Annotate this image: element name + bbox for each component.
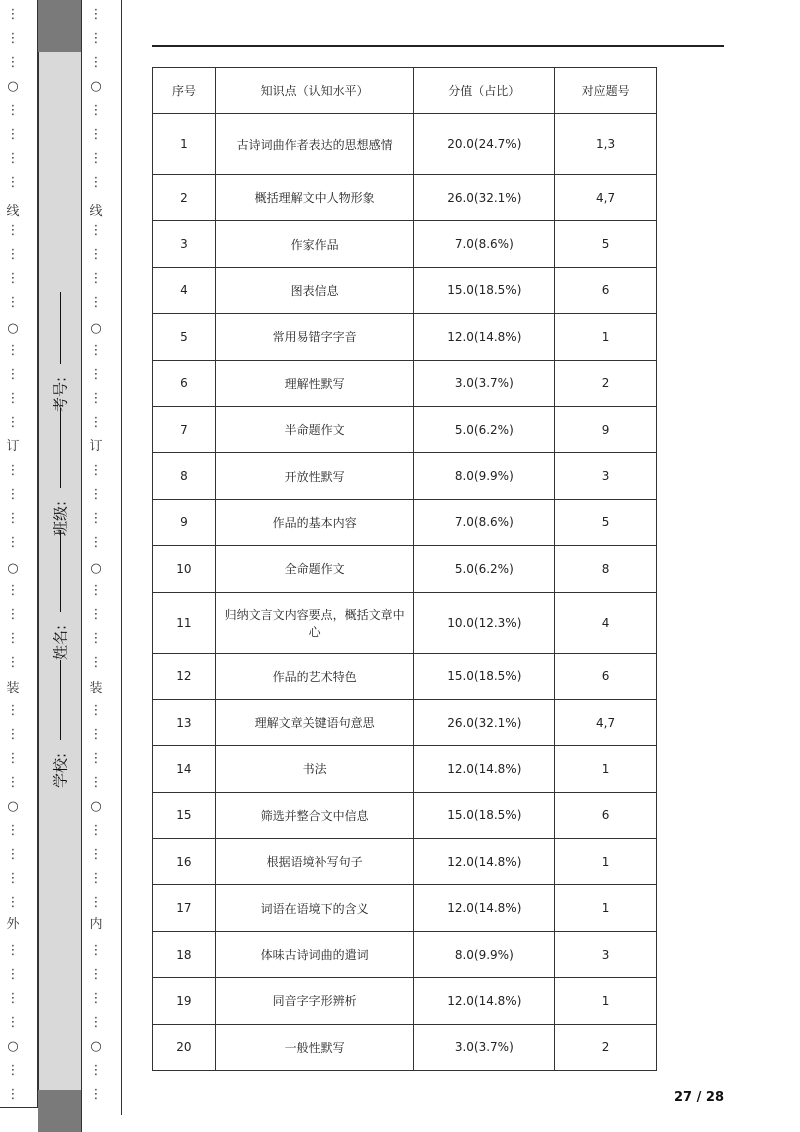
row-score: 15.0(18.5%) [414, 653, 555, 699]
binding-dots: ⋮ [6, 127, 20, 142]
row-score: 12.0(14.8%) [414, 839, 555, 885]
binding-dots: ⋮ [6, 487, 20, 502]
binding-dots: ⋮ [6, 847, 20, 862]
binding-dots: ⋮ [89, 31, 103, 46]
row-question-number: 2 [555, 360, 657, 406]
binding-dots: ⋮ [89, 127, 103, 142]
binding-mark: ○ [90, 561, 102, 576]
binding-dots: ⋮ [89, 295, 103, 310]
row-knowledge-point: 同音字字形辨析 [215, 978, 413, 1024]
binding-dots: ⋮ [6, 727, 20, 742]
row-knowledge-point: 一般性默写 [215, 1024, 413, 1070]
binding-dots: ⋮ [89, 511, 103, 526]
binding-dots: ⋮ [89, 391, 103, 406]
binding-dots: ⋮ [6, 367, 20, 382]
row-score: 15.0(18.5%) [414, 792, 555, 838]
row-score: 12.0(14.8%) [414, 978, 555, 1024]
row-knowledge-point: 书法 [215, 746, 413, 792]
binding-dots: ⋮ [6, 703, 20, 718]
binding-dots: ⋮ [6, 271, 20, 286]
row-score: 12.0(14.8%) [414, 885, 555, 931]
inner-binding-marks [85, 0, 107, 1132]
binding-dots: ⋮ [6, 535, 20, 550]
table-row [153, 406, 657, 452]
row-question-number: 5 [555, 499, 657, 545]
row-knowledge-point: 古诗词曲作者表达的思想感情 [215, 114, 413, 175]
row-index: 1 [153, 114, 216, 175]
binding-dots: ⋮ [6, 391, 20, 406]
binding-dots: ⋮ [6, 751, 20, 766]
row-question-number: 3 [555, 453, 657, 499]
binding-dots: ⋮ [89, 775, 103, 790]
header-rule [152, 45, 724, 47]
binding-dots: ⋮ [89, 727, 103, 742]
row-index: 11 [153, 592, 216, 653]
row-question-number: 1 [555, 746, 657, 792]
binding-mark: ○ [90, 799, 102, 814]
binding-mark: 线 [6, 204, 20, 219]
row-question-number: 2 [555, 1024, 657, 1070]
row-index: 12 [153, 653, 216, 699]
table-row [153, 592, 657, 653]
binding-dots: ⋮ [6, 175, 20, 190]
row-index: 6 [153, 360, 216, 406]
row-question-number: 1 [555, 314, 657, 360]
binding-dots: ⋮ [6, 775, 20, 790]
binding-dots: ⋮ [89, 751, 103, 766]
row-score: 3.0(3.7%) [414, 1024, 555, 1070]
row-question-number: 6 [555, 653, 657, 699]
row-index: 9 [153, 499, 216, 545]
binding-dots: ⋮ [89, 343, 103, 358]
header-index: 序号 [153, 68, 216, 114]
binding-dots: ⋮ [89, 967, 103, 982]
row-index: 3 [153, 221, 216, 267]
binding-mark: ○ [7, 321, 19, 336]
binding-dots: ⋮ [89, 463, 103, 478]
row-knowledge-point: 作家作品 [215, 221, 413, 267]
row-knowledge-point: 筛选并整合文中信息 [215, 792, 413, 838]
table-row [153, 885, 657, 931]
binding-dots: ⋮ [89, 703, 103, 718]
binding-mark: ○ [90, 1039, 102, 1054]
binding-dots: ⋮ [89, 7, 103, 22]
binding-dots: ⋮ [6, 943, 20, 958]
row-knowledge-point: 半命题作文 [215, 406, 413, 452]
binding-dots: ⋮ [89, 151, 103, 166]
row-question-number: 6 [555, 267, 657, 313]
row-index: 16 [153, 839, 216, 885]
row-knowledge-point: 体味古诗词曲的遣词 [215, 931, 413, 977]
binding-dots: ⋮ [6, 895, 20, 910]
binding-dots: ⋮ [89, 175, 103, 190]
header-question-number: 对应题号 [555, 68, 657, 114]
binding-dots: ⋮ [89, 991, 103, 1006]
table-row [153, 360, 657, 406]
binding-dots: ⋮ [89, 631, 103, 646]
name-blank[interactable] [60, 530, 61, 612]
row-question-number: 8 [555, 546, 657, 592]
class-blank[interactable] [60, 408, 61, 488]
binding-mark: 线 [89, 204, 103, 219]
binding-dots: ⋮ [6, 247, 20, 262]
row-index: 13 [153, 699, 216, 745]
outer-binding-marks [2, 0, 24, 1132]
binding-dots: ⋮ [6, 31, 20, 46]
binding-dots: ⋮ [89, 823, 103, 838]
row-score: 5.0(6.2%) [414, 406, 555, 452]
table-row [153, 546, 657, 592]
row-score: 7.0(8.6%) [414, 221, 555, 267]
binding-dots: ⋮ [6, 1087, 20, 1102]
binding-dots: ⋮ [89, 535, 103, 550]
row-index: 8 [153, 453, 216, 499]
binding-dots: ⋮ [6, 55, 20, 70]
school-blank[interactable] [60, 660, 61, 740]
binding-mark: ○ [90, 79, 102, 94]
binding-dots: ⋮ [6, 295, 20, 310]
row-knowledge-point: 理解性默写 [215, 360, 413, 406]
table-row [153, 267, 657, 313]
binding-dots: ⋮ [6, 967, 20, 982]
row-knowledge-point: 全命题作文 [215, 546, 413, 592]
row-knowledge-point: 开放性默写 [215, 453, 413, 499]
binding-dots: ⋮ [6, 151, 20, 166]
binding-dots: ⋮ [6, 655, 20, 670]
binding-mark: 装 [6, 681, 20, 696]
row-score: 10.0(12.3%) [414, 592, 555, 653]
binding-dots: ⋮ [89, 103, 103, 118]
table-row [153, 314, 657, 360]
binding-dots: ⋮ [6, 607, 20, 622]
row-index: 10 [153, 546, 216, 592]
binding-dots: ⋮ [6, 223, 20, 238]
binding-dots: ⋮ [89, 943, 103, 958]
table-row [153, 699, 657, 745]
binding-dots: ⋮ [6, 583, 20, 598]
row-score: 8.0(9.9%) [414, 453, 555, 499]
binding-dots: ⋮ [6, 7, 20, 22]
binding-dots: ⋮ [6, 871, 20, 886]
exam-number-blank[interactable] [60, 292, 61, 364]
row-index: 14 [153, 746, 216, 792]
row-question-number: 1 [555, 885, 657, 931]
binding-dots: ⋮ [89, 271, 103, 286]
row-question-number: 3 [555, 931, 657, 977]
binding-dots: ⋮ [6, 103, 20, 118]
binding-dots: ⋮ [6, 991, 20, 1006]
table-header-row [153, 68, 657, 114]
row-question-number: 9 [555, 406, 657, 452]
binding-mark: 订 [89, 439, 103, 454]
table-row [153, 175, 657, 221]
row-knowledge-point: 作品的艺术特色 [215, 653, 413, 699]
binding-mark: 外 [6, 917, 20, 932]
row-knowledge-point: 词语在语境下的含义 [215, 885, 413, 931]
exam-number-label: 考号: [51, 376, 70, 413]
binding-mark: ○ [7, 561, 19, 576]
binding-dots: ⋮ [89, 871, 103, 886]
binding-dots: ⋮ [6, 463, 20, 478]
row-index: 17 [153, 885, 216, 931]
row-knowledge-point: 作品的基本内容 [215, 499, 413, 545]
row-knowledge-point: 图表信息 [215, 267, 413, 313]
row-score: 15.0(18.5%) [414, 267, 555, 313]
row-question-number: 4,7 [555, 175, 657, 221]
row-score: 8.0(9.9%) [414, 931, 555, 977]
row-score: 12.0(14.8%) [414, 746, 555, 792]
binding-dots: ⋮ [6, 823, 20, 838]
binding-mark: ○ [7, 1039, 19, 1054]
binding-mark: 订 [6, 439, 20, 454]
row-question-number: 4,7 [555, 699, 657, 745]
binding-dots: ⋮ [89, 895, 103, 910]
row-score: 7.0(8.6%) [414, 499, 555, 545]
table-row [153, 453, 657, 499]
binding-mark: ○ [90, 321, 102, 336]
row-question-number: 1 [555, 839, 657, 885]
binding-dots: ⋮ [89, 367, 103, 382]
binding-dots: ⋮ [89, 607, 103, 622]
row-index: 19 [153, 978, 216, 1024]
binding-dots: ⋮ [89, 247, 103, 262]
binding-dots: ⋮ [6, 511, 20, 526]
class-label: 班级: [51, 500, 70, 537]
row-knowledge-point: 根据语境补写句子 [215, 839, 413, 885]
row-knowledge-point: 常用易错字字音 [215, 314, 413, 360]
table-row [153, 499, 657, 545]
binding-dots: ⋮ [6, 343, 20, 358]
binding-dots: ⋮ [89, 1087, 103, 1102]
table-row [153, 1024, 657, 1070]
binding-dots: ⋮ [6, 1063, 20, 1078]
table-row [153, 839, 657, 885]
knowledge-point-table [152, 67, 657, 1071]
binding-dots: ⋮ [89, 583, 103, 598]
school-label: 学校: [51, 752, 70, 789]
row-score: 26.0(32.1%) [414, 699, 555, 745]
binding-cap-bottom [38, 1090, 82, 1132]
header-knowledge-point: 知识点（认知水平） [215, 68, 413, 114]
binding-dots: ⋮ [89, 55, 103, 70]
row-knowledge-point: 概括理解文中人物形象 [215, 175, 413, 221]
row-knowledge-point: 归纳文言文内容要点，概括文章中心 [215, 592, 413, 653]
table-row [153, 221, 657, 267]
binding-mark: 内 [89, 917, 103, 932]
row-index: 20 [153, 1024, 216, 1070]
binding-dots: ⋮ [89, 487, 103, 502]
table-row [153, 653, 657, 699]
row-index: 15 [153, 792, 216, 838]
name-label: 姓名: [51, 624, 70, 661]
binding-dots: ⋮ [6, 415, 20, 430]
binding-mark: ○ [7, 799, 19, 814]
binding-dots: ⋮ [6, 1015, 20, 1030]
row-question-number: 5 [555, 221, 657, 267]
row-score: 5.0(6.2%) [414, 546, 555, 592]
row-index: 7 [153, 406, 216, 452]
row-score: 3.0(3.7%) [414, 360, 555, 406]
row-question-number: 6 [555, 792, 657, 838]
page-number: 27 / 28 [674, 1090, 724, 1105]
header-score: 分值（占比） [414, 68, 555, 114]
binding-dots: ⋮ [89, 1015, 103, 1030]
row-question-number: 4 [555, 592, 657, 653]
row-score: 26.0(32.1%) [414, 175, 555, 221]
row-question-number: 1 [555, 978, 657, 1024]
binding-dots: ⋮ [89, 655, 103, 670]
row-index: 4 [153, 267, 216, 313]
binding-dots: ⋮ [6, 631, 20, 646]
row-score: 20.0(24.7%) [414, 114, 555, 175]
binding-mark: ○ [7, 79, 19, 94]
row-score: 12.0(14.8%) [414, 314, 555, 360]
table-row [153, 978, 657, 1024]
row-question-number: 1,3 [555, 114, 657, 175]
row-index: 18 [153, 931, 216, 977]
table-row [153, 746, 657, 792]
binding-dots: ⋮ [89, 223, 103, 238]
table-row [153, 792, 657, 838]
binding-cap-top [38, 0, 82, 52]
binding-mark: 装 [89, 681, 103, 696]
binding-dots: ⋮ [89, 415, 103, 430]
table-row [153, 114, 657, 175]
binding-dots: ⋮ [89, 847, 103, 862]
row-index: 5 [153, 314, 216, 360]
row-knowledge-point: 理解文章关键语句意思 [215, 699, 413, 745]
table-row [153, 931, 657, 977]
binding-dots: ⋮ [89, 1063, 103, 1078]
row-index: 2 [153, 175, 216, 221]
